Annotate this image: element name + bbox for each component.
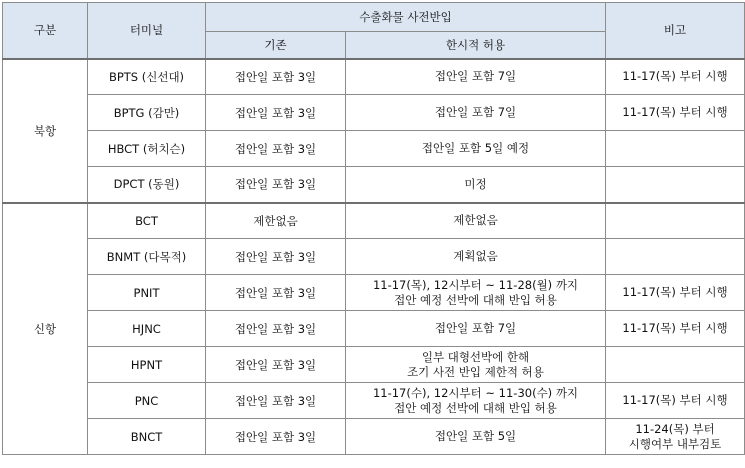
existing-cell: 접안일 포함 3일 (206, 131, 346, 167)
existing-cell: 접안일 포함 3일 (206, 419, 346, 455)
temporary-line: 접안일 포함 7일 (434, 321, 517, 335)
existing-cell: 접안일 포함 3일 (206, 275, 346, 311)
temporary-line: 접안일 포함 7일 (434, 105, 517, 119)
temporary-line: 접안일 포함 7일 (434, 69, 517, 84)
temporary-line: 일부 대형선박에 한해 (421, 349, 530, 364)
temporary-line: 계획없음 (453, 249, 498, 263)
header-temporary: 한시적 허용 (346, 32, 606, 59)
table-row (3, 239, 745, 275)
table-header (3, 3, 745, 59)
remarks-line: 11-17(목) 부터 시행 (622, 321, 728, 335)
temporary-line: 제한없음 (453, 213, 498, 228)
header-category: 구분 (3, 3, 88, 59)
terminal-cell: BNMT (다목적) (88, 239, 206, 275)
temporary-cell (346, 59, 606, 95)
remarks-cell (606, 59, 745, 95)
existing-cell: 접안일 포함 3일 (206, 239, 346, 275)
temporary-cell (346, 95, 606, 131)
terminal-preload-table (2, 2, 745, 455)
header-preload: 수출화물 사전반입 (206, 3, 606, 32)
remarks-cell (606, 383, 745, 419)
temporary-line: 접안 예정 선박에 대해 반입 허용 (394, 400, 557, 415)
temporary-cell (346, 275, 606, 311)
temporary-line: 접안일 포함 5일 예정 (421, 141, 530, 155)
terminal-cell: BNCT (88, 419, 206, 455)
remarks-cell (606, 131, 745, 167)
terminal-cell: BPTS (신선대) (88, 59, 206, 95)
temporary-line: 접안일 포함 5일 (434, 429, 517, 443)
temporary-line: 11-17(수), 12시부터 ~ 11-30(수) 까지 (372, 385, 579, 400)
remarks-cell (606, 419, 745, 455)
terminal-cell: HPNT (88, 347, 206, 383)
temporary-cell (346, 131, 606, 167)
temporary-cell (346, 347, 606, 383)
temporary-cell (346, 383, 606, 419)
header-terminal: 터미널 (88, 3, 206, 59)
table-row (3, 383, 745, 419)
existing-cell: 접안일 포함 3일 (206, 311, 346, 347)
temporary-line: 11-17(목), 12시부터 ~ 11-28(월) 까지 (372, 277, 579, 292)
table-row (3, 131, 745, 167)
remarks-cell (606, 239, 745, 275)
table-row (3, 311, 745, 347)
remarks-line: 시행여부 내부검토 (628, 436, 722, 451)
remarks-cell (606, 347, 745, 383)
existing-cell: 접안일 포함 3일 (206, 167, 346, 203)
table-row (3, 95, 745, 131)
existing-cell: 접안일 포함 3일 (206, 383, 346, 419)
table-row (3, 59, 745, 95)
temporary-cell (346, 311, 606, 347)
remarks-cell (606, 203, 745, 239)
table-body (3, 59, 745, 455)
remarks-line: 11-17(목) 부터 시행 (622, 105, 728, 119)
table-row (3, 167, 745, 203)
terminal-cell: HBCT (허치슨) (88, 131, 206, 167)
existing-cell: 접안일 포함 3일 (206, 95, 346, 131)
temporary-line: 조기 사전 반입 제한적 허용 (407, 364, 544, 379)
temporary-line: 미정 (464, 176, 487, 191)
remarks-cell (606, 95, 745, 131)
header-existing: 기존 (206, 32, 346, 59)
temporary-line: 접안 예정 선박에 대해 반입 허용 (394, 292, 557, 307)
existing-cell: 접안일 포함 3일 (206, 59, 346, 95)
temporary-cell (346, 203, 606, 239)
terminal-cell: PNIT (88, 275, 206, 311)
terminal-cell: HJNC (88, 311, 206, 347)
group-name-cell: 신항 (3, 203, 88, 455)
remarks-line: 11-17(목) 부터 시행 (622, 69, 728, 84)
remarks-cell (606, 311, 745, 347)
table-row (3, 275, 745, 311)
temporary-cell (346, 239, 606, 275)
temporary-cell (346, 167, 606, 203)
terminal-cell: DPCT (동원) (88, 167, 206, 203)
existing-cell: 접안일 포함 3일 (206, 347, 346, 383)
remarks-line: 11-17(목) 부터 시행 (622, 285, 728, 299)
header-remarks: 비고 (606, 3, 745, 59)
table-row (3, 203, 745, 239)
terminal-cell: BCT (88, 203, 206, 239)
remarks-cell (606, 275, 745, 311)
temporary-cell (346, 419, 606, 455)
terminal-cell: PNC (88, 383, 206, 419)
remarks-cell (606, 167, 745, 203)
existing-cell: 제한없음 (206, 203, 346, 239)
table-row (3, 347, 745, 383)
table-row (3, 419, 745, 455)
terminal-cell: BPTG (감만) (88, 95, 206, 131)
remarks-line: 11-24(목) 부터 (635, 421, 715, 436)
group-name-cell: 북항 (3, 59, 88, 203)
remarks-line: 11-17(목) 부터 시행 (622, 393, 728, 407)
